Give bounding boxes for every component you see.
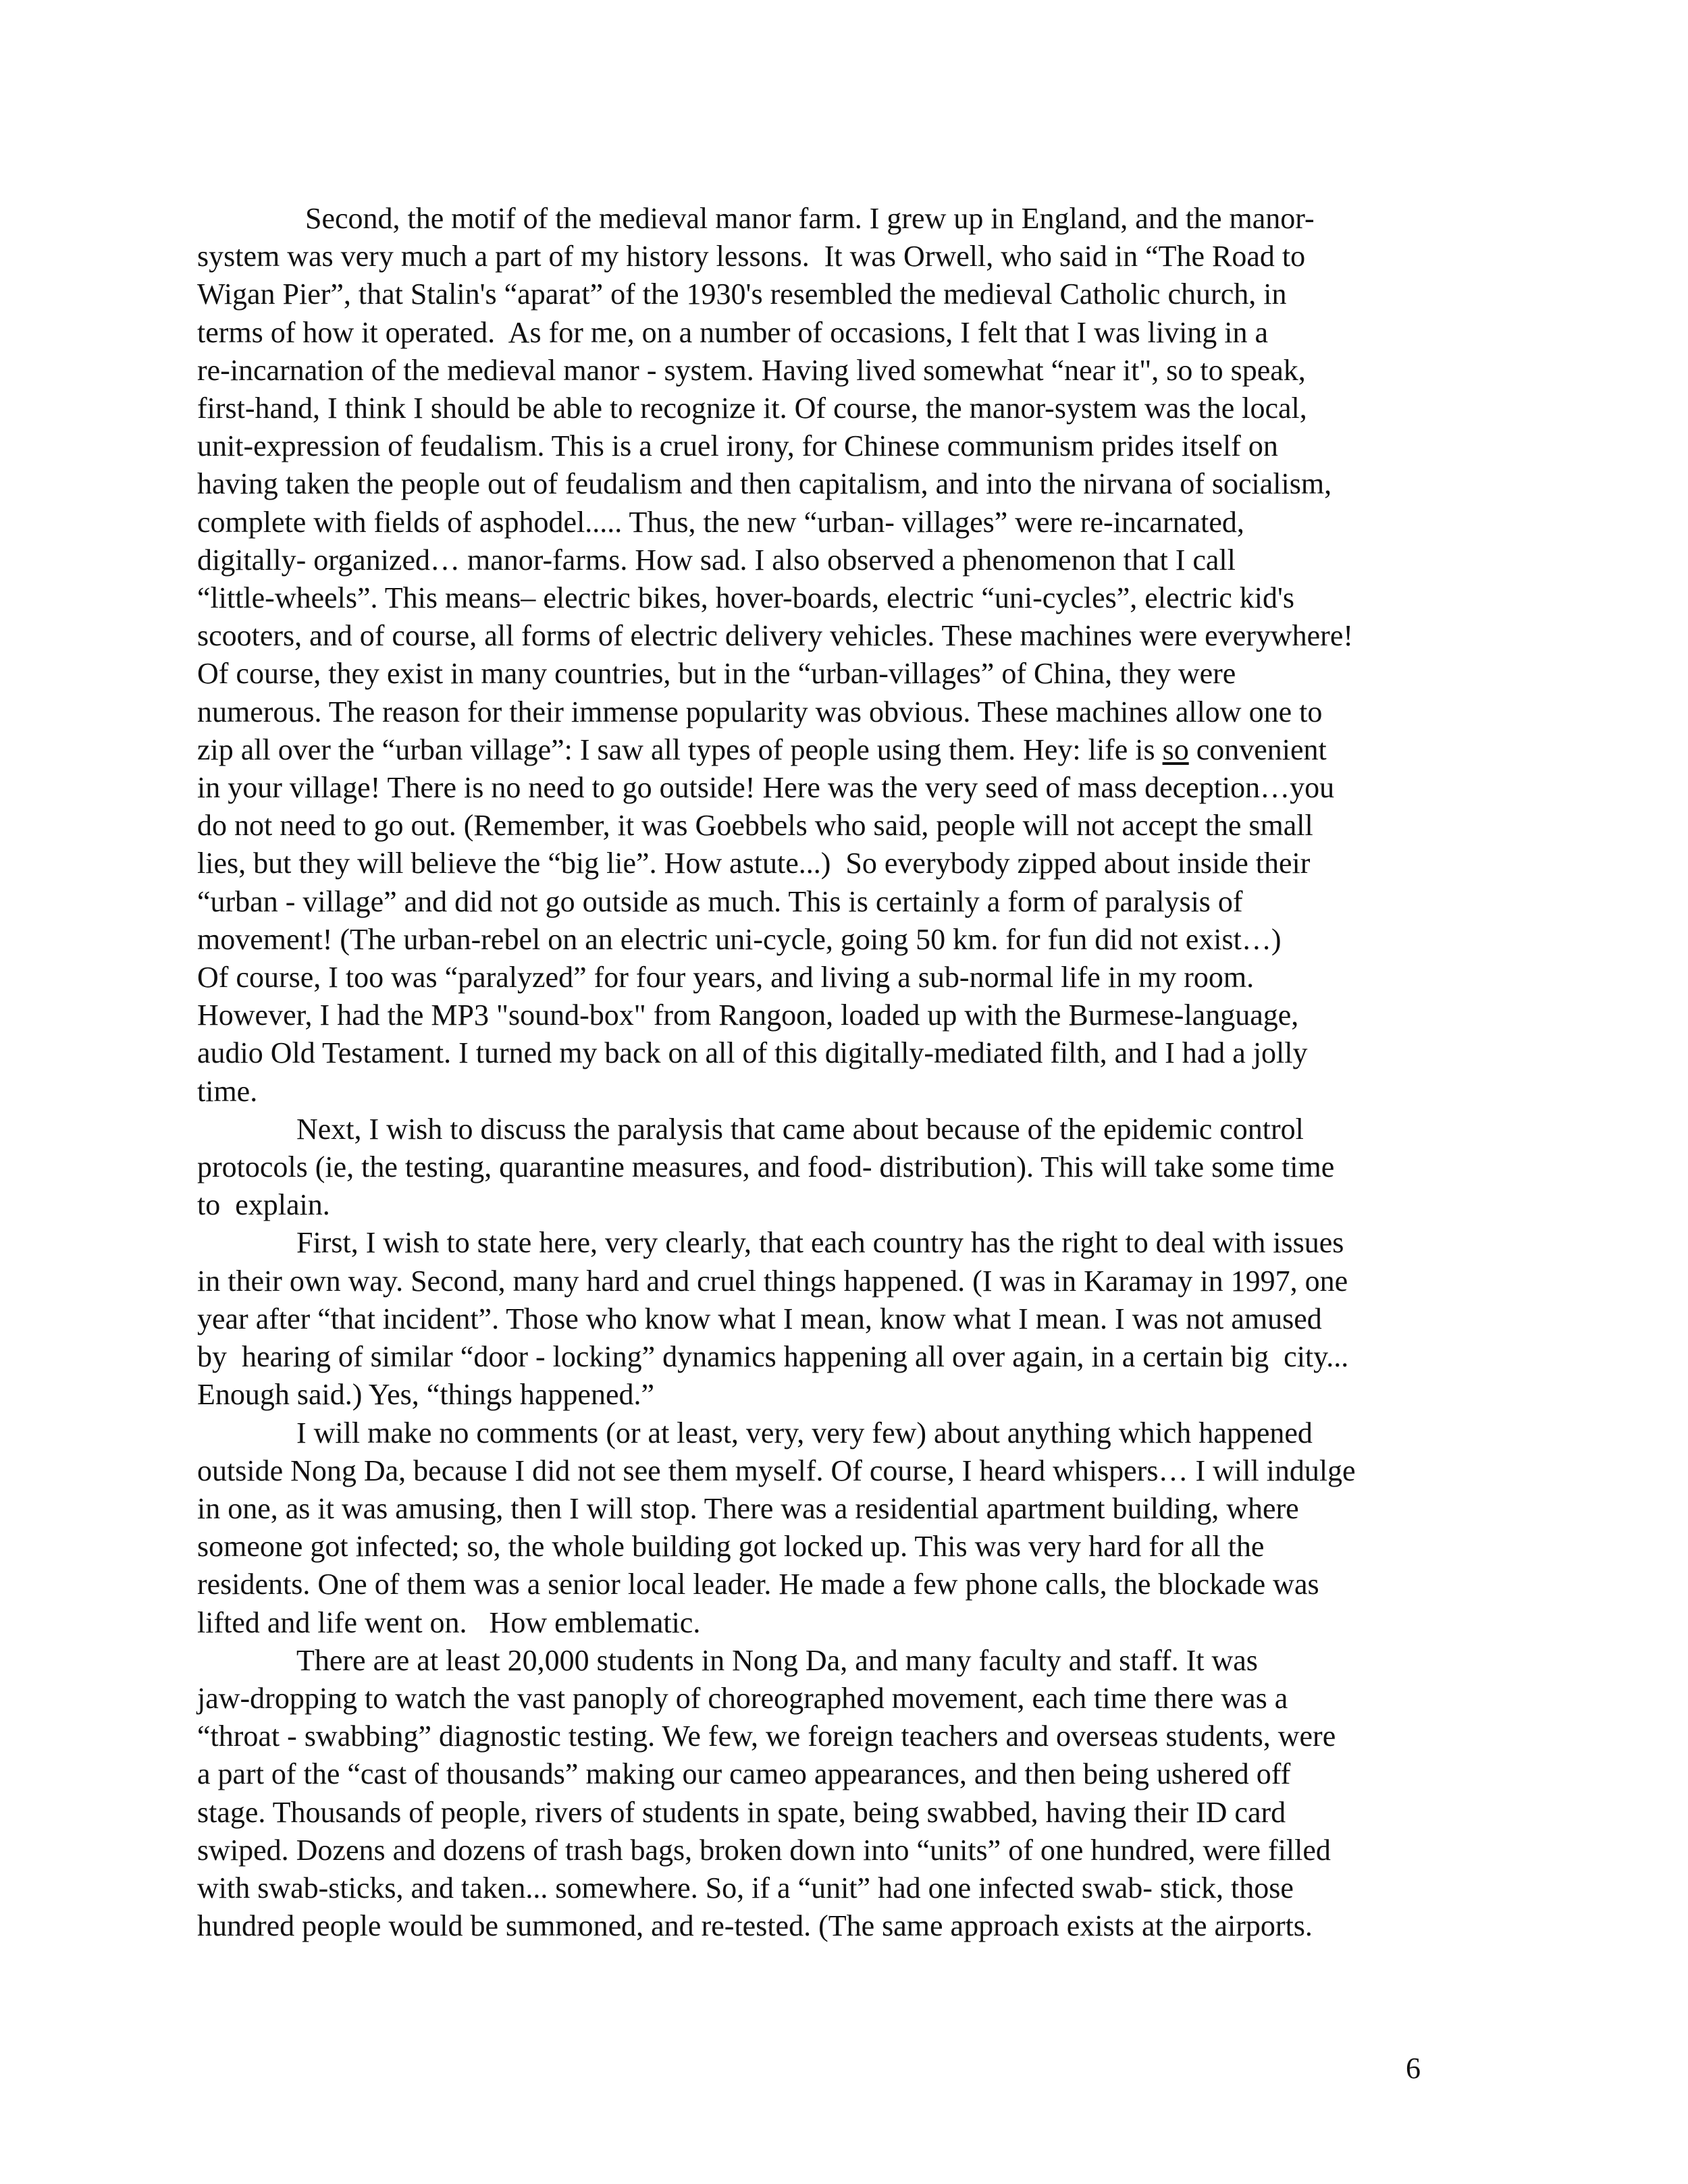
paragraph-line: terms of how it operated. As for me, on a number of occasions, I felt that I was living in a <box>197 315 1269 349</box>
paragraph-line: hundred people would be summoned, and re-tested. (The same approach exists at the airports. <box>197 1909 1313 1943</box>
paragraph-line: by hearing of similar “door - locking” dynamics happening all over again, in a certain big city... <box>197 1340 1349 1374</box>
paragraph-line: unit-expression of feudalism. This is a cruel irony, for Chinese communism prides itself on <box>197 429 1278 463</box>
paragraph-line: do not need to go out. (Remember, it was Goebbels who said, people will not accept the small <box>197 809 1313 843</box>
paragraph-line: digitally- organized… manor-farms. How sad. I also observed a phenomenon that I call <box>197 543 1236 577</box>
paragraph-line: lies, but they will believe the “big lie”. How astute...) So everybody zipped about inside their <box>197 847 1311 880</box>
paragraph-line: system was very much a part of my history lessons. It was Orwell, who said in “The Road to <box>197 240 1306 273</box>
paragraph-line: to explain. <box>197 1188 330 1222</box>
paragraph-line: time. <box>197 1074 258 1108</box>
page-number: 6 <box>1406 2052 1421 2085</box>
paragraph-line: with swab-sticks, and taken... somewhere. So, if a “unit” had one infected swab- stick, those <box>197 1871 1294 1905</box>
paragraph-line: in one, as it was amusing, then I will stop. There was a residential apartment building, where <box>197 1491 1299 1525</box>
paragraph-line: in your village! There is no need to go outside! Here was the very seed of mass deception…you <box>197 771 1335 805</box>
underlined-word: so <box>1162 733 1189 766</box>
paragraph-line: Next, I wish to discuss the paralysis that came about because of the epidemic control <box>296 1112 1304 1146</box>
paragraph-line: “little-wheels”. This means– electric bikes, hover-boards, electric “uni-cycles”, electric kid's <box>197 581 1294 615</box>
paragraph-line: in their own way. Second, many hard and cruel things happened. (I was in Karamay in 1997, one <box>197 1264 1348 1298</box>
paragraph-line: scooters, and of course, all forms of electric delivery vehicles. These machines were everywhere! <box>197 619 1354 653</box>
paragraph-line: jaw-dropping to watch the vast panoply of choreographed movement, each time there was a <box>197 1681 1288 1715</box>
paragraph-line: stage. Thousands of people, rivers of students in spate, being swabbed, having their ID card <box>197 1795 1286 1829</box>
paragraph-line: Second, the motif of the medieval manor farm. I grew up in England, and the manor- <box>305 202 1315 235</box>
body-text <box>197 200 1519 1945</box>
paragraph-line: “throat - swabbing” diagnostic testing. We few, we foreign teachers and overseas students, were <box>197 1720 1336 1753</box>
paragraph-line: Wigan Pier”, that Stalin's “aparat” of the 1930's resembled the medieval Catholic church, in <box>197 277 1287 311</box>
paragraph-line: residents. One of them was a senior local leader. He made a few phone calls, the blockade was <box>197 1568 1319 1601</box>
paragraph-line: movement! (The urban-rebel on an electric uni-cycle, going 50 km. for fun did not exist…) <box>197 922 1282 956</box>
paragraph-line: Of course, I too was “paralyzed” for four years, and living a sub-normal life in my room. <box>197 961 1255 994</box>
paragraph-line: having taken the people out of feudalism and then capitalism, and into the nirvana of socialism, <box>197 467 1332 501</box>
paragraph-line: Of course, they exist in many countries, but in the “urban-villages” of China, they were <box>197 657 1236 691</box>
paragraph-line: lifted and life went on. How emblematic. <box>197 1605 701 1639</box>
paragraph-line: First, I wish to state here, very clearly, that each country has the right to deal with issues <box>296 1226 1344 1260</box>
paragraph-line: complete with fields of asphodel..... Thus, the new “urban- villages” were re-incarnated, <box>197 505 1244 539</box>
paragraph-line: year after “that incident”. Those who know what I mean, know what I mean. I was not amused <box>197 1302 1322 1335</box>
paragraph-line: numerous. The reason for their immense popularity was obvious. These machines allow one to <box>197 695 1323 728</box>
line-head: zip all over the “urban village”: I saw all types of people using them. Hey: life is <box>197 733 1163 766</box>
paragraph-line: a part of the “cast of thousands” making our cameo appearances, and then being ushered off <box>197 1757 1291 1791</box>
line-tail: convenient <box>1188 733 1327 766</box>
paragraph-line: swiped. Dozens and dozens of trash bags, broken down into “units” of one hundred, were filled <box>197 1833 1331 1867</box>
paragraph-line: someone got infected; so, the whole building got locked up. This was very hard for all the <box>197 1530 1265 1564</box>
paragraph-line: “urban - village” and did not go outside as much. This is certainly a form of paralysis of <box>197 884 1243 918</box>
paragraph-line: audio Old Testament. I turned my back on all of this digitally-mediated filth, and I had a jolly <box>197 1036 1308 1070</box>
paragraph-line: re-incarnation of the medieval manor - system. Having lived somewhat “near it", so to speak, <box>197 353 1306 387</box>
paragraph-line: outside Nong Da, because I did not see them myself. Of course, I heard whispers… I will indulge <box>197 1454 1356 1487</box>
paragraph-line: first-hand, I think I should be able to recognize it. Of course, the manor-system was the local, <box>197 392 1307 425</box>
paragraph-line: I will make no comments (or at least, very, very few) about anything which happened <box>296 1416 1313 1449</box>
paragraph-line: There are at least 20,000 students in Nong Da, and many faculty and staff. It was <box>296 1643 1258 1677</box>
paragraph-line: Enough said.) Yes, “things happened.” <box>197 1378 655 1412</box>
paragraph-line: protocols (ie, the testing, quarantine measures, and food- distribution). This will take some time <box>197 1150 1335 1184</box>
paragraph-line-with-emphasis <box>197 731 1519 769</box>
paragraph-line: However, I had the MP3 "sound-box" from Rangoon, loaded up with the Burmese-language, <box>197 998 1299 1032</box>
